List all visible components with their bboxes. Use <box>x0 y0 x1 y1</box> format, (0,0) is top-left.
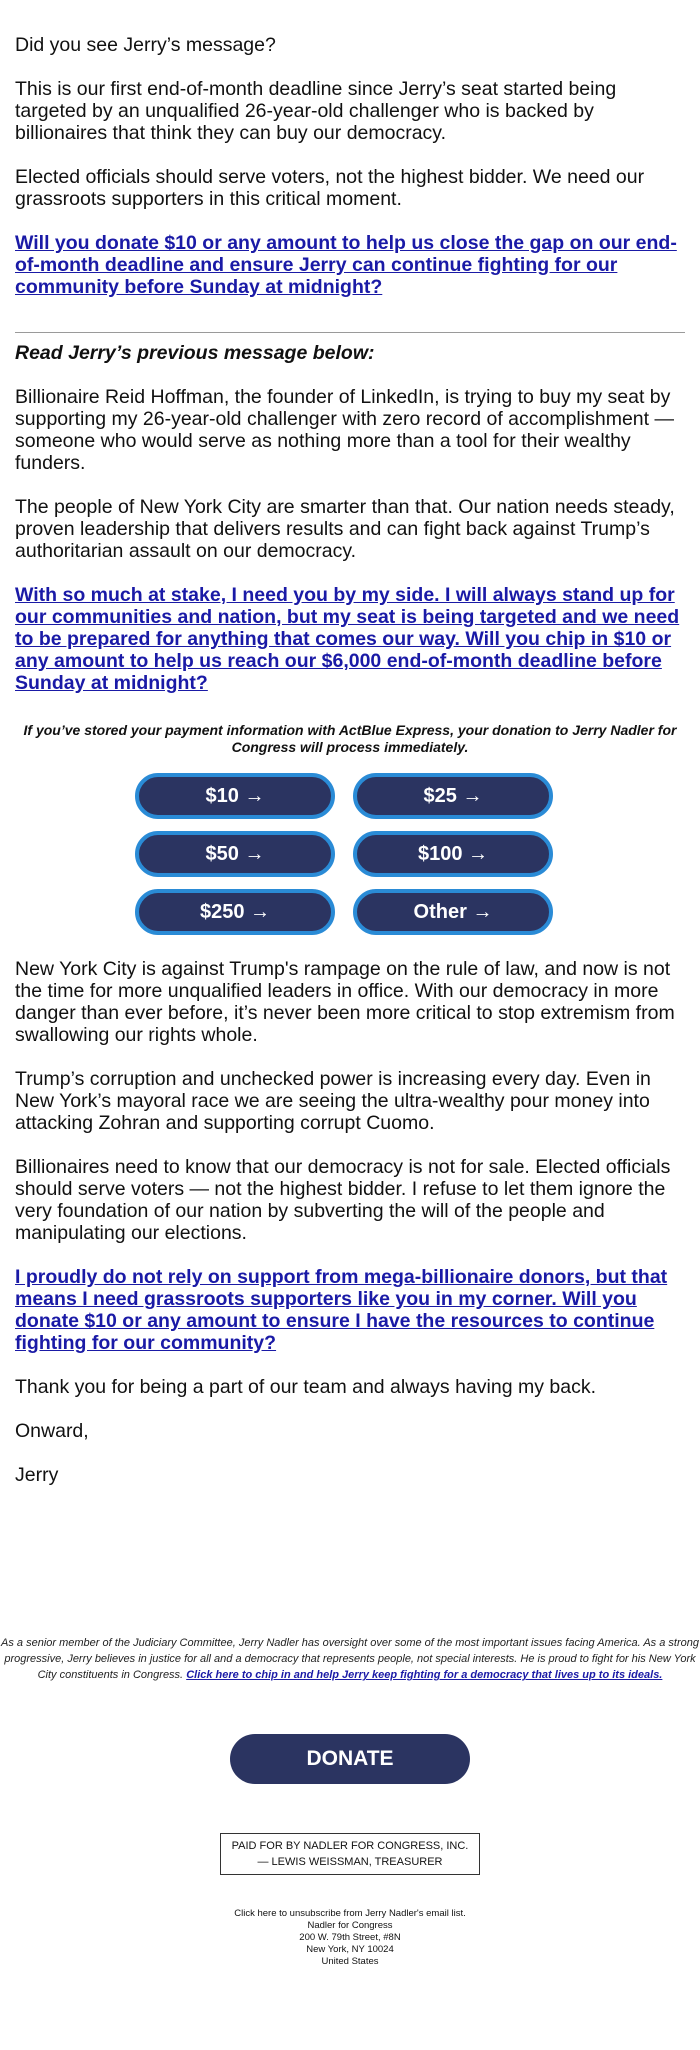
intro-paragraph-1: This is our first end-of-month deadline since Jerry’s seat started being targeted by an unqualified 26-year-old challenger who is backed by billionaires that think they can buy our democracy. <box>15 78 617 144</box>
donate-link-1[interactable]: Will you donate $10 or any amount to help us close the gap on our end-of-month deadline and ensure Jerry can continue fighting for our community before Sunday at midnight? <box>15 232 677 298</box>
donate-other-button[interactable]: Other → <box>353 889 553 935</box>
donate-link-2-wrapper <box>15 584 685 694</box>
footer-chip-in-link[interactable]: Click here to chip in and help Jerry keep fighting for a democracy that lives up to its ideals. <box>186 1669 663 1681</box>
donate-100-button[interactable]: $100 → <box>353 831 553 877</box>
intro-paragraph-2: Elected officials should serve voters, not the highest bidder. We need our grassroots supporters in this critical moment. <box>15 166 645 210</box>
country: United States <box>321 1956 379 1967</box>
org-name: Nadler for Congress <box>307 1920 393 1931</box>
divider <box>15 332 685 333</box>
thanks-line: Thank you for being a part of our team and always having my back. <box>15 1376 596 1398</box>
previous-paragraph-1: Billionaire Reid Hoffman, the founder of LinkedIn, is trying to buy my seat by supporting my 26-year-old challenger with zero record of accomplishment — someone who would serve as nothing more than a tool for their wealthy funders. <box>15 386 674 474</box>
greeting: Did you see Jerry’s message? <box>15 34 276 56</box>
previous-paragraph-2: The people of New York City are smarter than that. Our nation needs steady, proven leadership that delivers results and can fight back against Trump’s authoritarian assault on our democracy. <box>15 496 675 562</box>
donate-250-button[interactable]: $250 → <box>135 889 335 935</box>
donate-link-1-wrapper <box>15 232 685 298</box>
signoff: Jerry <box>15 1464 59 1486</box>
donate-link-3-wrapper <box>15 1266 685 1354</box>
closing-paragraph-3: Billionaires need to know that our democracy is not for sale. Elected officials should serve voters — not the highest bidder. I refuse to let them ignore the very foundation of our nation by subverting the will of the people and manipulating our elections. <box>15 1156 671 1244</box>
donate-button[interactable]: DONATE <box>230 1734 470 1784</box>
city-address: New York, NY 10024 <box>306 1944 394 1955</box>
donate-10-button[interactable]: $10 → <box>135 773 335 819</box>
donate-25-button[interactable]: $25 → <box>353 773 553 819</box>
footer-bio <box>0 1635 700 1683</box>
closing-paragraph-1: New York City is against Trump's rampage on the rule of law, and now is not the time for more unqualified leaders in office. With our democracy in more danger than ever before, it’s never been more critical to stop extremism from swallowing our rights whole. <box>15 958 675 1046</box>
donate-link-3[interactable]: I proudly do not rely on support from mega-billionaire donors, but that means I need grassroots supporters like you in my corner. Will you donate $10 or any amount to ensure I have the resources to continue fighting for our community? <box>15 1266 668 1354</box>
paid-for-box <box>220 1833 480 1875</box>
footer-address <box>0 1908 700 1968</box>
donate-50-button[interactable]: $50 → <box>135 831 335 877</box>
street-address: 200 W. 79th Street, #8N <box>299 1932 401 1943</box>
previous-message-heading: Read Jerry’s previous message below: <box>15 342 375 364</box>
donate-link-2[interactable]: With so much at stake, I need you by my side. I will always stand up for our communities and nation, but my seat is being targeted and we need to be prepared for anything that comes our way. Will you chip in $10 or any amount to help us reach our $6,000 end-of-month deadline before Sunday at midnight? <box>15 584 680 694</box>
paid-for-line-1: PAID FOR BY NADLER FOR CONGRESS, INC. <box>231 1840 469 1852</box>
onward-line: Onward, <box>15 1420 89 1442</box>
footer-bio-text: As a senior member of the Judiciary Committee, Jerry Nadler has oversight over some of the most important issues facing America. As a strong progressive, Jerry believes in justice for all and a democracy that represents people, not special interests. He is proud to fight for his New York City constituents in Congress. <box>1 1637 699 1681</box>
unsubscribe-link[interactable]: Click here to unsubscribe from Jerry Nadler's email list. <box>234 1908 466 1919</box>
closing-paragraph-2: Trump’s corruption and unchecked power is increasing every day. Even in New York’s mayoral race we are seeing the ultra-wealthy pour money into attacking Zohran and supporting corrupt Cuomo. <box>15 1068 651 1134</box>
actblue-express-note: If you’ve stored your payment information with ActBlue Express, your donation to Jerry Nadler for Congress will process immediately. <box>23 722 677 755</box>
paid-for-line-2: — LEWIS WEISSMAN, TREASURER <box>257 1856 443 1868</box>
